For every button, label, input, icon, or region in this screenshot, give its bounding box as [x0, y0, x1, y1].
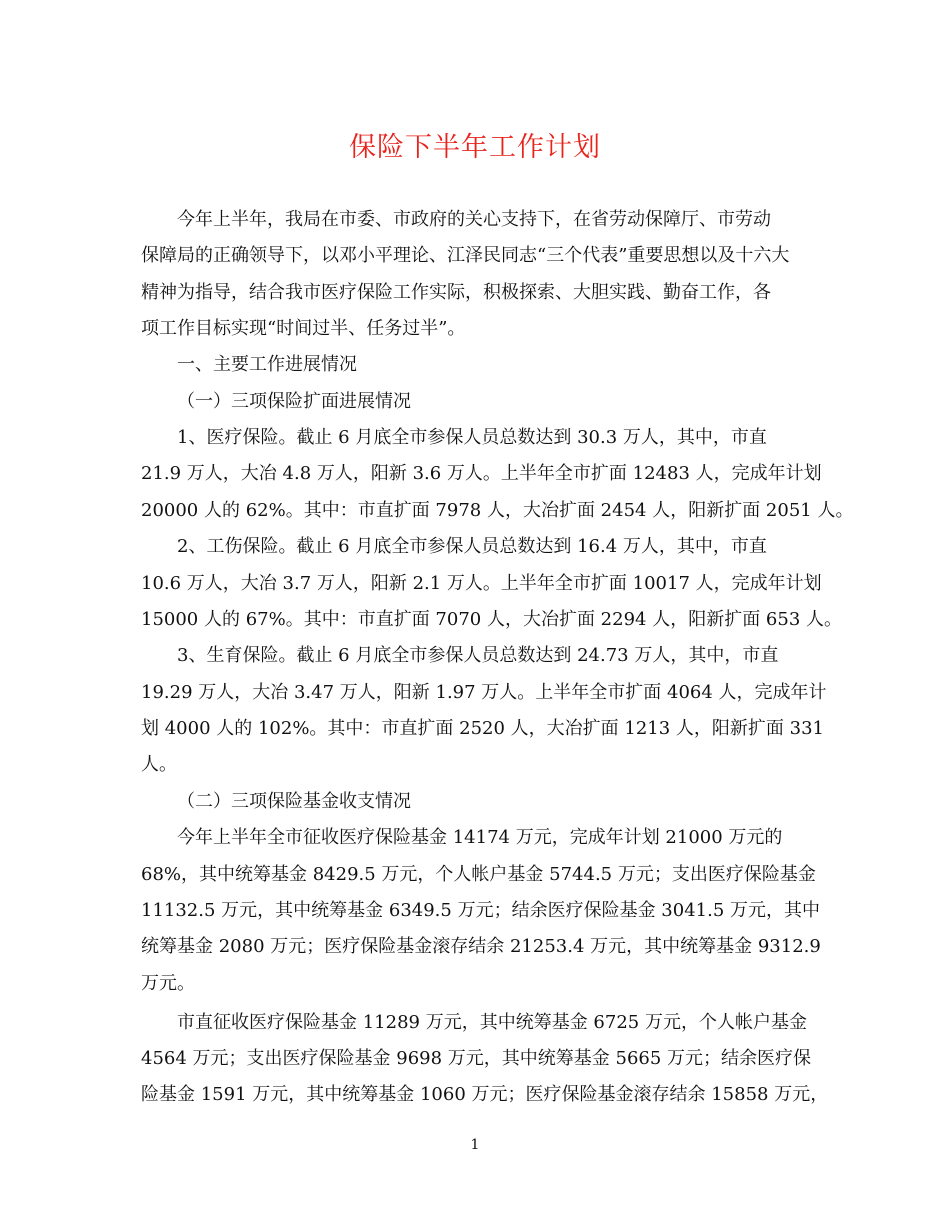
page-number: 1 [470, 1137, 480, 1153]
paragraph-line: 险基金 1591 万元，其中统筹基金 1060 万元；医疗保险基金滚存结余 15858 万元， [141, 1084, 829, 1105]
subsection-heading: （二）三项保险基金收支情况 [177, 791, 411, 812]
paragraph-line: 20000 人的 62%。其中：市直扩面 7978 人，大冶扩面 2454 人，阳新扩面 2051 人。 [141, 500, 854, 521]
paragraph-line: 精神为指导，结合我市医疗保险工作实际，积极探索、大胆实践、勤奋工作，各 [141, 282, 771, 303]
subsection-heading: （一）三项保险扩面进展情况 [177, 391, 411, 412]
paragraph-line: 21.9 万人，大冶 4.8 万人，阳新 3.6 万人。上半年全市扩面 12483 人，完成年计划 [141, 463, 822, 484]
paragraph-line: 15000 人的 67%。其中：市直扩面 7070 人，大冶扩面 2294 人，阳新扩面 653 人。 [141, 609, 843, 630]
paragraph-line: 保障局的正确领导下，以邓小平理论、江泽民同志“三个代表”重要思想以及十六大 [141, 245, 790, 266]
paragraph-line: 项工作目标实现“时间过半、任务过半”。 [141, 318, 466, 339]
paragraph-line: 68%，其中统筹基金 8429.5 万元，个人帐户基金 5744.5 万元；支出医疗保险基金 [141, 864, 816, 885]
paragraph-line: 2、工伤保险。截止 6 月底全市参保人员总数达到 16.4 万人，其中，市直 [177, 536, 767, 557]
paragraph-line: 4564 万元；支出医疗保险基金 9698 万元，其中统筹基金 5665 万元；结余医疗保 [141, 1048, 812, 1069]
paragraph-line: 1、医疗保险。截止 6 月底全市参保人员总数达到 30.3 万人，其中，市直 [177, 427, 767, 448]
section-heading: 一、主要工作进展情况 [177, 354, 357, 375]
paragraph-line: 人。 [141, 754, 177, 775]
paragraph-line: 万元。 [141, 973, 195, 994]
paragraph-line: 3、生育保险。截止 6 月底全市参保人员总数达到 24.73 万人，其中，市直 [177, 645, 779, 666]
paragraph-line: 统筹基金 2080 万元；医疗保险基金滚存结余 21253.4 万元，其中统筹基金 9312.9 [141, 936, 821, 957]
paragraph-line: 19.29 万人，大冶 3.47 万人，阳新 1.97 万人。上半年全市扩面 4064 人，完成年计 [141, 682, 827, 703]
document-title: 保险下半年工作计划 [349, 132, 601, 163]
paragraph-line: 今年上半年，我局在市委、市政府的关心支持下，在省劳动保障厅、市劳动 [177, 209, 771, 230]
paragraph-line: 11132.5 万元，其中统筹基金 6349.5 万元；结余医疗保险基金 3041.5 万元，其中 [141, 900, 821, 921]
paragraph-line: 市直征收医疗保险基金 11289 万元，其中统筹基金 6725 万元，个人帐户基金 [177, 1012, 807, 1033]
paragraph-line: 划 4000 人的 102%。其中：市直扩面 2520 人，大冶扩面 1213 人，阳新扩面 331 [141, 718, 825, 739]
paragraph-line: 今年上半年全市征收医疗保险基金 14174 万元，完成年计划 21000 万元的 [177, 827, 783, 848]
paragraph-line: 10.6 万人，大冶 3.7 万人，阳新 2.1 万人。上半年全市扩面 10017 人，完成年计划 [141, 573, 822, 594]
